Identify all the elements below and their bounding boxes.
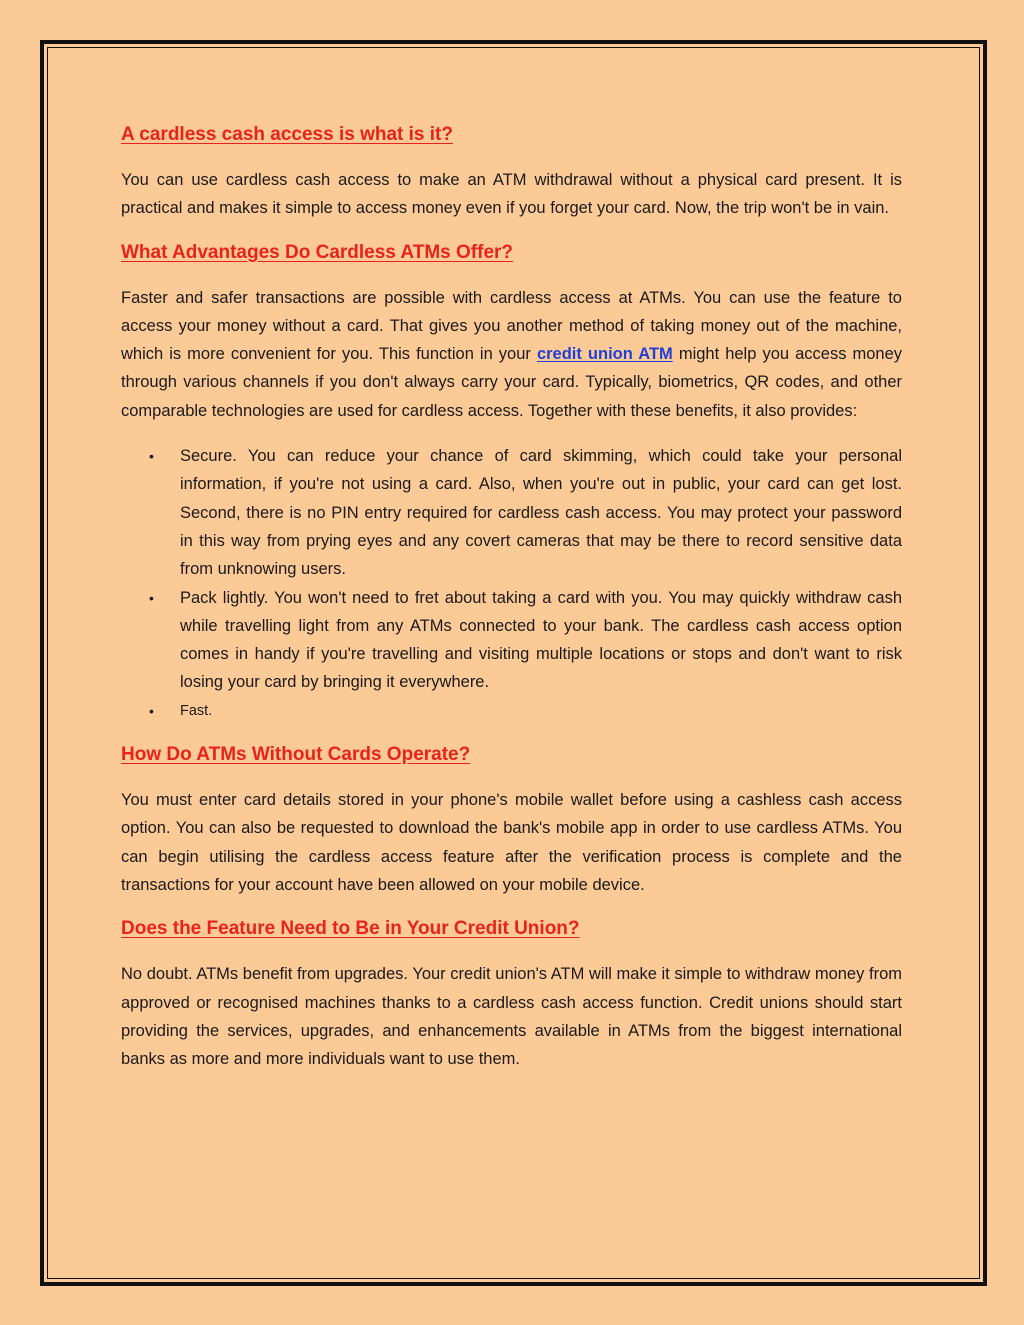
section-body-advantages bbox=[121, 284, 902, 425]
section-body-credit-union: No doubt. ATMs benefit from upgrades. Your credit union's ATM will make it simple to withdraw money from approved or recognised machines thanks to a cardless cash access function. Credit unions should start providing the services, upgrades, and enhancements available in ATMs from the biggest international banks as more and more individuals want to use them. bbox=[121, 965, 902, 1069]
list-item-text: Pack lightly. You won't need to fret about taking a card with you. You may quickly withdraw cash while travelling light from any ATMs connected to your bank. The cardless cash access option comes in handy if you're travelling and visiting multiple locations or stops and don't want to risk losing your card by bringing it everywhere. bbox=[180, 588, 902, 692]
section-heading-advantages: What Advantages Do Cardless ATMs Offer? bbox=[121, 241, 514, 263]
credit-union-atm-link[interactable]: credit union ATM bbox=[536, 345, 673, 364]
list-item-secure bbox=[149, 442, 902, 583]
document-content bbox=[121, 118, 902, 1073]
advantages-text-before-link: Faster and safer transactions are possible with cardless access at ATMs. You can use the feature to access your money without a card. That gives you another method of taking money out of the machine, which is more convenient for you. This function in your bbox=[121, 288, 902, 364]
section-heading-what-is-cardless: A cardless cash access is what is it? bbox=[121, 124, 453, 145]
bullet-icon: • bbox=[149, 448, 154, 465]
list-item-fast bbox=[149, 697, 902, 725]
section-heading-how-operate: How Do ATMs Without Cards Operate? bbox=[121, 744, 471, 766]
section-body-what-is-cardless: You can use cardless cash access to make an ATM withdrawal without a physical card present. It is practical and makes it simple to access money even if you forget your card. Now, the trip won't be in vain. bbox=[121, 171, 902, 218]
benefits-list bbox=[121, 442, 902, 725]
bullet-icon: • bbox=[149, 589, 154, 606]
bullet-icon: • bbox=[149, 702, 154, 719]
list-item-text: Secure. You can reduce your chance of card skimming, which could take your personal information, if you're not using a card. Also, when you're out in public, your card can get lost. Second, there is no PIN entry required for cardless cash access. You may protect your password in this way from prying eyes and any covert cameras that may be there to record sensitive data from unknowing users. bbox=[180, 447, 902, 579]
list-item-pack-lightly bbox=[149, 584, 902, 697]
section-body-how-operate: You must enter card details stored in your phone's mobile wallet before using a cashless cash access option. You can also be requested to download the bank's mobile app in order to use cardless ATMs. You can begin utilising the cardless access feature after the verification process is complete and the transactions for your account have been allowed on your mobile device. bbox=[121, 791, 902, 894]
advantages-text-after-link: might help you access money through various channels if you don't always carry your card. Typically, biometrics, QR codes, and other comparable technologies are used for cardless access. Together with these benefits, it also provides: bbox=[121, 345, 903, 420]
section-heading-credit-union: Does the Feature Need to Be in Your Credit Union? bbox=[121, 918, 580, 940]
list-item-text: Fast. bbox=[180, 702, 213, 719]
